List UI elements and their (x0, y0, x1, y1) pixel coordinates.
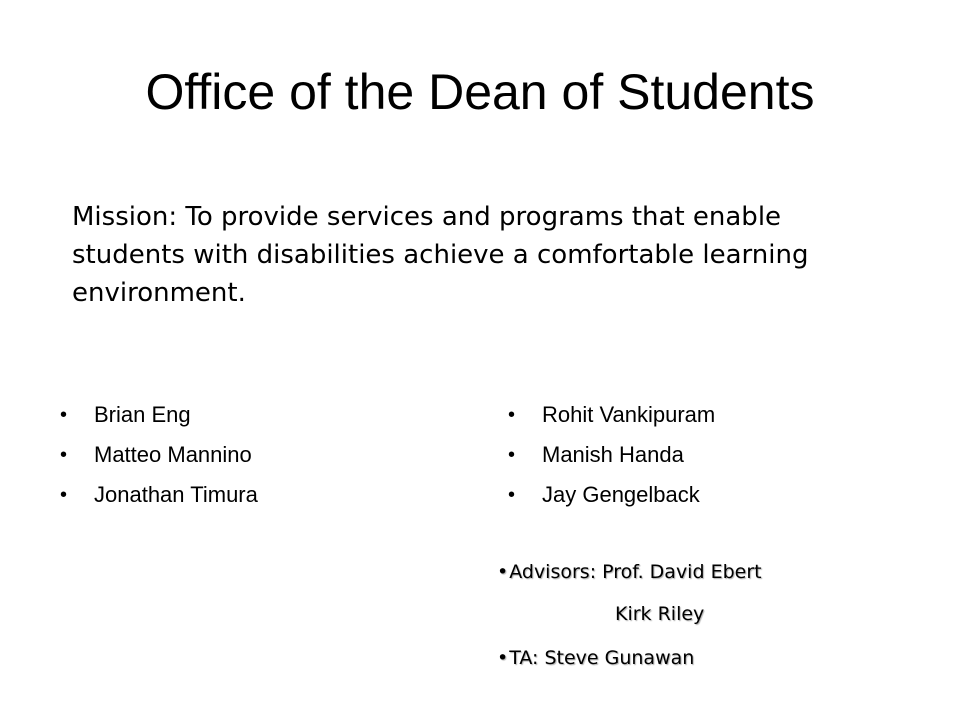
team-member: • Matteo Mannino (60, 435, 258, 475)
bullet-icon: • (497, 647, 509, 669)
mission-statement: Mission: To provide services and programs that enable students with disabilities achieve a comfortable learning environment. (72, 202, 809, 308)
ta-line (497, 638, 694, 678)
team-member: • Jonathan Timura (60, 475, 258, 515)
advisors-label: Advisors: Prof. David Ebert (509, 561, 762, 583)
team-member: • Rohit Vankipuram (508, 395, 715, 435)
bullet-icon: • (497, 561, 509, 583)
advisor-second-name: Kirk Riley (615, 603, 705, 625)
ta-label: TA: Steve Gunawan (509, 647, 695, 669)
slide-title: Office of the Dean of Students (145, 64, 815, 120)
team-member: • Jay Gengelback (508, 475, 715, 515)
team-member: • Brian Eng (60, 395, 258, 435)
advisors-line (497, 552, 762, 592)
team-member: • Manish Handa (508, 435, 715, 475)
team-list-right (508, 395, 715, 515)
team-list-left (60, 395, 258, 515)
